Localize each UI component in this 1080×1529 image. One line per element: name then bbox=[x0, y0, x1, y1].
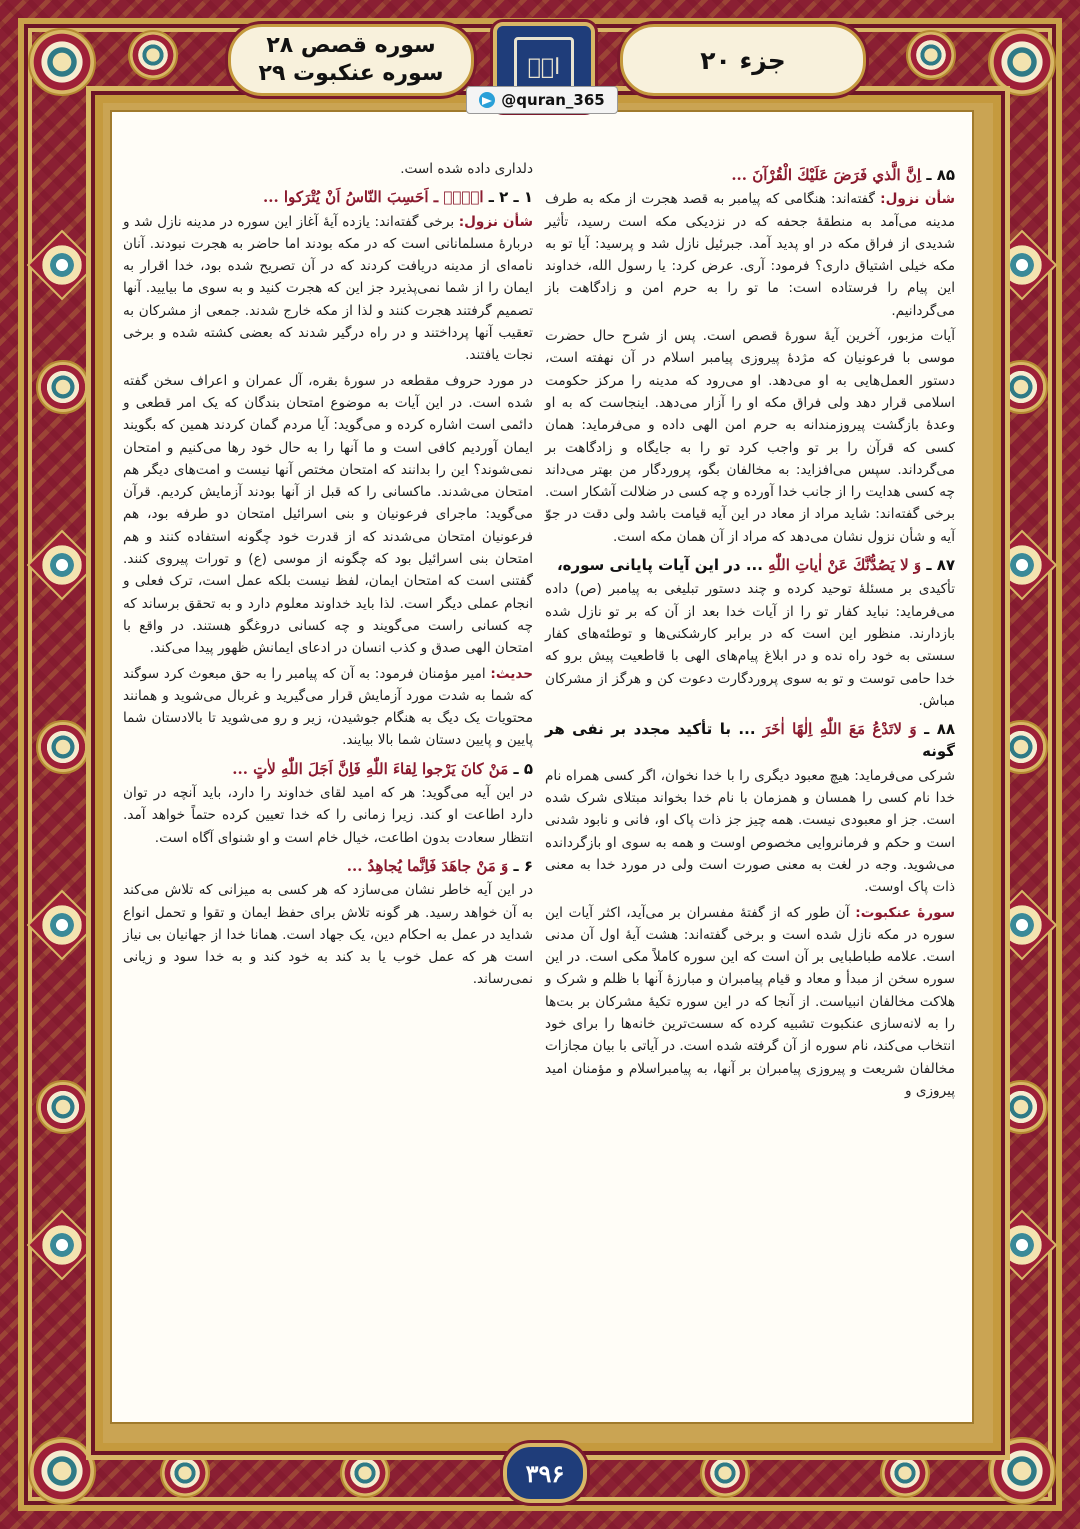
ayah-arabic-text: الۤمۤ ـ اَحَسِبَ النّاسُ اَنْ يُتْرَكوا ... bbox=[263, 188, 484, 207]
paragraph-text: در مورد حروف مقطعه در سورهٔ بقره، آل عمران و اعراف سخن گفته شده است. در این آیات به موضوع امتحان بندگان که یک امر قطعی و دائمی است اشاره کرده و می‌گوید: آیا مردم گمان کردند همین که بگویند ایمان آوردیم کافی است و ما آنها را به حال خود رها می‌کنیم و امتحان نمی‌شوند؟ این را بدانند که امتحان مختص آنها نیست و امت‌های دیگر هم امتحان می‌شدند. ماکسانی را که قبل از آنها بودند آزمایش کردیم. قرآن می‌گوید: ماجرای فرعونیان و بنی اسرائیل امتحان دو طرفه بود، هم فرعونیان امتحان می‌شدند که از قدرت خود چگونه استفاده کنند و هم امتحان بنی اسرائیل بود که چگونه از موسی (ع) و تورات پیروی کنند. گفتنی است که امتحان ایمان، لفظ نیست بلکه عمل است، ترک فعلی و انجام عملی دیگر است. لذا باید خداوند معلوم دارد و به تحقق برساند که چه کسانی راست می‌گویند و چه کسانی دروغگو هستند. در واقع با امتحان الهی صدق و کذب انسان در ادعای ایمانش ظهور پیدا می‌کند. bbox=[123, 372, 533, 657]
surah-label-2: سوره عنکبوت ۲۹ bbox=[258, 61, 444, 86]
commentary-paragraph bbox=[545, 578, 955, 712]
ayah-arabic-text: مَنْ كانَ يَرْجوا لِقاءَ اللّٰهِ فَاِنَّ اَجَلَ اللّٰهِ لاٰتٍ ... bbox=[232, 759, 509, 778]
ayah-number: ۸۷ ـ bbox=[926, 556, 955, 575]
paragraph-text: امیر مؤمنان فرمود: به آن که پیامبر را به حق مبعوث کرد سوگند که شما به شدت مورد آزمایش قرار می‌گیرید و غربال می‌شوید و همانند محتویات یک دیگ به هنگام جوشیدن، زیر و رو می‌شوید تا بالادستان شما پایین و پایین دستان شما بالا بیایند. bbox=[123, 665, 533, 749]
commentary-paragraph bbox=[123, 158, 533, 180]
commentary-paragraph bbox=[123, 879, 533, 990]
emblem-text: الۤ bbox=[527, 54, 561, 80]
commentary-paragraph bbox=[123, 370, 533, 660]
ayah-heading bbox=[123, 855, 533, 877]
paragraph-text: دلداری داده شده است. bbox=[400, 161, 533, 177]
page-number: ۳۹۶ bbox=[525, 1458, 565, 1488]
paragraph-text: تأکیدی بر مسئلهٔ توحید کرده و چند دستور تبلیغی به پیامبر (ص) داده می‌فرماید: نباید کفار تو را از آیات خدا بعد از آن که بر تو نازل شده بازدارند. منظور این است که در برابر کارشکنی‌ها و توطئه‌های کفار سستی به خود راه نده و در ابلاغ پیام‌های الهی با قاطعیت پیش برو که خدا حامی توست و تو به سوی پروردگارت دعوت کن و هرگز از مشرکان مباش. bbox=[545, 581, 955, 709]
bottom-medallion-icon bbox=[340, 1448, 390, 1498]
corner-medallion-icon bbox=[28, 28, 96, 96]
corner-medallion-icon bbox=[28, 1437, 96, 1505]
ayah-heading bbox=[545, 164, 955, 186]
top-medallion-icon bbox=[128, 30, 178, 80]
ayah-arabic-text: وَ لا يَصُدُّنَّكَ عَنْ اٰياتِ اللّٰهِ bbox=[768, 556, 922, 575]
ayah-heading bbox=[123, 186, 533, 208]
ayah-arabic-text: اِنَّ الَّذي فَرَضَ عَلَيْكَ الْقُرْآنَ ... bbox=[731, 166, 922, 184]
commentary-paragraph bbox=[123, 663, 533, 752]
ayah-arabic-text: وَ لاتَدْعُ مَعَ اللّٰهِ اِلٰهًا اٰخَرَ bbox=[762, 720, 917, 739]
commentary-paragraph bbox=[545, 902, 955, 1103]
ayah-number: ۱ ـ ۲ ـ bbox=[488, 188, 533, 207]
paragraph-label: شأن نزول: bbox=[458, 213, 533, 230]
paragraph-text: آیات مزبور، آخرین آیهٔ سورهٔ قصص است. پس از شرح حال حضرت موسی با فرعونیان که مژدهٔ پیروزی پیامبر اسلام در آن نهفته است، دستور العمل‌هایی به او می‌دهد. او می‌رود که مدینه را مرکز حکومت اسلامی قرار دهد ولی فراق مکه او را آزار می‌دهد. اینجاست که به او وعدهٔ بازگشت پیروزمندانه به حرم امن الهی داده و می‌فرماید: همان کسی که قرآن را بر تو واجب کرد تو را به جایگاه و زادگاهت بر می‌گرداند. سپس می‌افزاید: به مخالفان بگو، پروردگار من بهتر می‌داند چه کسی هدایت را از جانب خدا آورده و چه کسی در ضلالت آشکار است. برخی گفته‌اند: شاید مراد از معاد در این آیه قیامت باشد ولی دقت در جوّ آیه و شأن نزول نشان می‌دهد که مراد از آن همان مکه است. bbox=[545, 328, 955, 545]
side-medallion-icon bbox=[36, 720, 90, 774]
corner-medallion-icon bbox=[988, 28, 1056, 96]
commentary-paragraph bbox=[123, 782, 533, 849]
paragraph-text: گفته‌اند: هنگامی که پیامبر به قصد هجرت از مکه به طرف مدینه می‌آمد به منطقهٔ جحفه که در نزدیکی مکه است رسید، تأثیر شدیدی از فراق مکه در او پدید آمد. جبرئیل نازل شد و پرسید: آیا تو به مکه خیلی اشتیاق داری؟ فرمود: آری. عرض کرد: یا رسول الله، خداوند این پیام را فرستاده است: ما تو را به حرم امن و زادگاهت باز می‌گردانیم. bbox=[545, 191, 955, 319]
bottom-medallion-icon bbox=[700, 1448, 750, 1498]
side-medallion-icon bbox=[994, 360, 1048, 414]
paragraph-label: سورهٔ عنکبوت: bbox=[855, 904, 956, 921]
surah-label-1: سوره قصص ۲۸ bbox=[266, 33, 436, 58]
paragraph-text: در این آیه می‌گوید: هر که امید لقای خداوند را دارد، باید آنچه در توان دارد اطاعت او کند. زیرا زمانی را که خدا تعیین کرده حتماً خواهد آمد. انتظار سعادت بدون اطاعت، خیال خام است و او شنوای آگاه است. bbox=[123, 785, 533, 846]
ayah-number: ۶ ـ bbox=[513, 856, 533, 875]
page-number-badge bbox=[503, 1443, 587, 1503]
bottom-medallion-icon bbox=[160, 1448, 210, 1498]
paragraph-text: شرکی می‌فرماید: هیچ معبود دیگری را با خدا نخوان، اگر کسی همراه نام خدا نام کسی را همسان و همزمان با نام خدا بخواند مبتلای شرک شده است. جز او معبودی نیست. همه چیز جز ذات پاک او، فانی و نابود شدنی است و حکم و فرمانروایی مخصوص اوست و همه به سوی او بازگردانده می‌شوید. وجه در لغت به معنی صورت است ولی در مورد خدا به معنی ذات پاک اوست. bbox=[545, 767, 955, 896]
right-column bbox=[545, 158, 955, 1105]
ayah-heading bbox=[545, 718, 955, 763]
juz-cartouche bbox=[620, 24, 866, 96]
commentary-paragraph bbox=[545, 188, 955, 322]
ayah-number: ۸۵ ـ bbox=[926, 166, 955, 184]
commentary-paragraph bbox=[545, 325, 955, 548]
channel-handle[interactable]: @quran_365 bbox=[501, 91, 605, 109]
top-medallion-icon bbox=[906, 30, 956, 80]
side-medallion-icon bbox=[994, 1080, 1048, 1134]
ayah-tail-text: ... در این آیات پایانی سوره، bbox=[556, 556, 769, 575]
juz-label: جزء ۲۰ bbox=[700, 45, 786, 75]
telegram-icon bbox=[479, 92, 495, 108]
left-column bbox=[123, 158, 533, 994]
paragraph-text: برخی گفته‌اند: یازده آیهٔ آغاز این سوره در مدینه نازل شد و دربارهٔ مسلمانانی است که در مکه بودند اما حاضر به هجرت نبودند. آنان نامه‌ای از مدینه دریافت کردند که در آن تصریح شده بود، خدا اقرار به ایمان را از شما نمی‌پذیرد جز این که هجرت کنید و به سوی ما بیایید. آنها تصمیم گرفتند هجرت کنند و لذا از مکه خارج شدند. جمعی از مشرکان به تعقیب آنها پرداختند و در راه درگیر شدند که بعضی کشته شده و برخی نجات یافتند. bbox=[123, 213, 533, 364]
paragraph-label: شأن نزول: bbox=[880, 191, 956, 208]
side-medallion-icon bbox=[36, 1080, 90, 1134]
paragraph-label: حدیث: bbox=[490, 665, 533, 682]
ayah-heading bbox=[123, 758, 533, 780]
ayah-number: ۵ ـ bbox=[513, 759, 533, 778]
channel-badge[interactable] bbox=[466, 86, 618, 114]
side-medallion-icon bbox=[36, 360, 90, 414]
paragraph-text: در این آیه خاطر نشان می‌سازد که هر کسی به میزانی که تلاش می‌کند به آن خواهد رسید. هر گونه تلاش برای حفظ ایمان و تقوا و تحمل انواع شداید در عمل به احکام دین، یک جهاد است. همانا خدا از جهانیان بی نیاز است هر که عمل خوب یا بد کند به خود کند و به خدا سود و زیانی نمی‌رساند. bbox=[123, 882, 533, 988]
ayah-heading bbox=[545, 554, 955, 576]
ayah-tail-text: ... با تأکید مجدد بر نفی هر گونه bbox=[545, 720, 955, 761]
side-medallion-icon bbox=[994, 720, 1048, 774]
commentary-paragraph bbox=[545, 765, 955, 899]
paragraph-text: آن طور که از گفتهٔ مفسران بر می‌آید، اکثر آیات این سوره در مکه نازل شده است و برخی گفته‌اند: هشت آیهٔ اول آن مدنی است. علامه طباطبایی بر آن است که این سوره کاملاً مکی است. در این سوره سخن از مبدأ و معاد و قیام پیامبران و مبارزهٔ آنها با ظلم و شرک و هلاکت مخالفان انبیاست. از آنجا که در این سوره تکیهٔ مشرکان بر بت‌ها را به لانه‌سازی عنکبوت تشبیه کرده که سست‌ترین خانه‌ها را برای خود انتخاب می‌کند، نام سوره از آن گرفته شده است. در آیاتی با بیان مجازات مخالفان شریعت و پیروزی پیامبران بر آنها، به پیامبراسلام و مؤمنان امید پیروزی و bbox=[545, 904, 955, 1099]
bottom-medallion-icon bbox=[880, 1448, 930, 1498]
ayah-number: ۸۸ ـ bbox=[924, 720, 955, 739]
ayah-arabic-text: وَ مَنْ جاهَدَ فَاِنَّما يُجاهِدُ ... bbox=[346, 856, 509, 875]
commentary-paragraph bbox=[123, 211, 533, 367]
surah-cartouche bbox=[228, 24, 474, 96]
